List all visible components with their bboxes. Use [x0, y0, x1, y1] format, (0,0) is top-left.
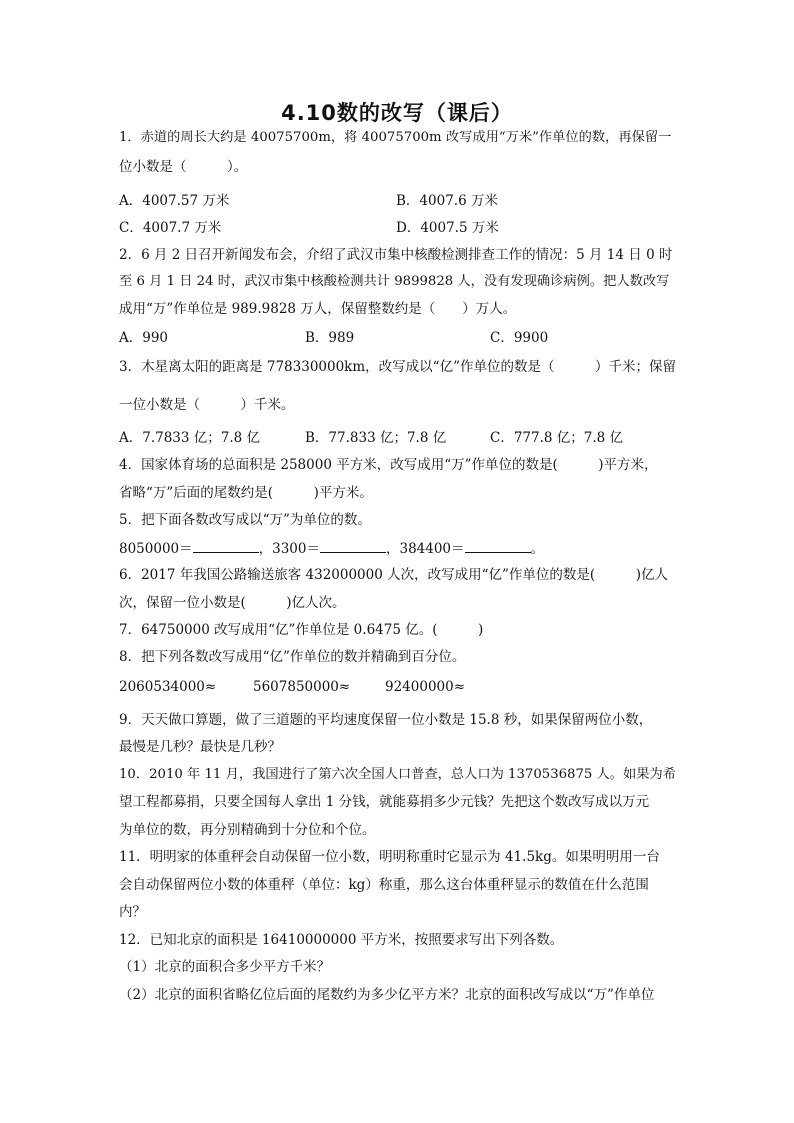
question-2-option-a: A．990 — [119, 330, 169, 346]
question-6-line-2: 次，保留一位小数是( )亿人次。 — [119, 595, 346, 611]
question-5-line-1: 5．把下面各数改写成以“万”为单位的数。 — [119, 512, 371, 528]
answer-blank-2[interactable] — [320, 539, 386, 553]
question-7-line-1: 7．64750000 改写成用“亿”作单位是 0.6475 亿。( ) — [119, 622, 484, 638]
question-4-line-1: 4．国家体育场的总面积是 258000 平方米，改写成用“万”作单位的数是( )平方米， — [119, 457, 658, 473]
question-2-option-b: B．989 — [305, 330, 355, 346]
question-3-line-1: 3．木星离太阳的距离是 778330000km，改写成以“亿”作单位的数是（ ）千米；保留 — [119, 359, 676, 375]
question-11-line-2: 会自动保留两位小数的体重秤（单位：kg）称重，那么这台体重秤显示的数值在什么范围 — [119, 877, 649, 893]
question-12-sub-1: （1）北京的面积合多少平方千米？ — [119, 959, 331, 975]
question-11-line-3: 内？ — [119, 904, 146, 920]
question-12-sub-2: （2）北京的面积省略亿位后面的尾数约为多少亿平方米？北京的面积改写成以“万”作单位 — [119, 987, 655, 1003]
question-9-line-2: 最慢是几秒？最快是几秒？ — [119, 739, 281, 755]
question-8-number-3: 92400000≈ — [385, 679, 466, 695]
question-3-option-c: C．777.8 亿；7.8 亿 — [490, 430, 624, 446]
question-2-option-c: C．9900 — [490, 330, 549, 346]
question-1-option-b: B．4007.6 万米 — [396, 193, 498, 209]
question-1-option-a: A．4007.57 万米 — [119, 193, 230, 209]
question-8-number-1: 2060534000≈ — [119, 679, 217, 695]
question-1-option-d: D．4007.5 万米 — [396, 220, 499, 236]
question-3-option-a: A．7.7833 亿；7.8 亿 — [119, 430, 261, 446]
blank-1-prefix: 8050000＝ — [119, 541, 193, 557]
question-3-option-b: B．77.833 亿；7.8 亿 — [305, 430, 447, 446]
question-2-line-1: 2．6 月 2 日召开新闻发布会，介绍了武汉市集中核酸检测排查工作的情况：5 月 14 日 0 时 — [119, 247, 673, 263]
answer-blank-1[interactable] — [193, 539, 259, 553]
question-3-line-2: 一位小数是（ ）千米。 — [119, 397, 295, 413]
question-8-number-2: 5607850000≈ — [253, 679, 351, 695]
question-10-line-2: 望工程都募捐，只要全国每人拿出 1 分钱，就能募捐多少元钱？先把这个数改写成以万元 — [119, 794, 650, 810]
blank-2-prefix: ，3300＝ — [258, 541, 320, 557]
question-6-line-1: 6．2017 年我国公路输送旅客 432000000 人次，改写成用“亿”作单位的数是( )亿人 — [119, 567, 668, 583]
question-5-fill-blanks — [119, 539, 544, 558]
blank-end: 。 — [530, 541, 545, 557]
question-1-option-c: C．4007.7 万米 — [119, 220, 222, 236]
answer-blank-3[interactable] — [465, 539, 531, 553]
question-1-line-1: 1．赤道的周长大约是 40075700m，将 40075700m 改写成用“万米”作单位的数，再保留一 — [119, 130, 672, 145]
question-2-line-2: 至 6 月 1 日 24 时，武汉市集中核酸检测共计 9899828 人，没有发现确诊病例。把人数改写 — [119, 274, 670, 289]
question-12-line-1: 12．已知北京的面积是 16410000000 平方米，按照要求写出下列各数。 — [119, 932, 564, 948]
question-10-line-3: 为单位的数，再分别精确到十分位和个位。 — [119, 822, 376, 838]
page-title: 4.10数的改写（课后） — [281, 101, 513, 125]
question-4-line-2: 省略“万”后面的尾数约是( )平方米。 — [119, 485, 373, 501]
question-10-line-1: 10．2010 年 11 月，我国进行了第六次全国人口普查，总人口为 1370536875 人。如果为希 — [119, 767, 677, 782]
blank-3-prefix: ，384400＝ — [385, 541, 465, 557]
question-11-line-1: 11．明明家的体重秤会自动保留一位小数，明明称重时它显示为 41.5kg。如果明明用一台 — [119, 849, 660, 865]
question-1-line-2: 位小数是（ ）。 — [119, 159, 248, 175]
question-2-line-3: 成用“万”作单位是 989.9828 万人，保留整数约是（ ）万人。 — [119, 301, 517, 317]
question-9-line-1: 9．天天做口算题，做了三道题的平均速度保留一位小数是 15.8 秒，如果保留两位小数， — [119, 712, 653, 728]
question-8-line-1: 8．把下列各数改写成用“亿”作单位的数并精确到百分位。 — [119, 649, 466, 665]
